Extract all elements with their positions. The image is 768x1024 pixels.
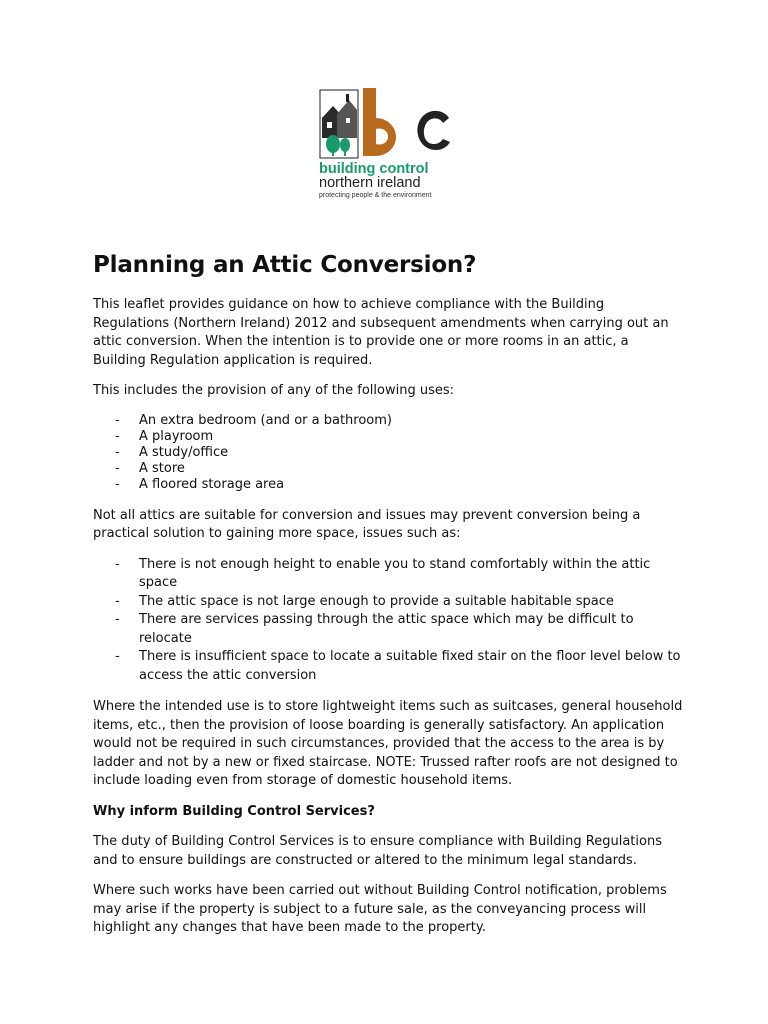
list-item bbox=[93, 461, 683, 477]
bullet-dash: - bbox=[115, 477, 120, 493]
logo-window-2 bbox=[346, 118, 350, 123]
logo-letter-b-bowl bbox=[376, 118, 396, 156]
leaflet-content bbox=[93, 248, 683, 950]
list-item bbox=[93, 413, 683, 429]
logo-chimney bbox=[346, 94, 349, 102]
list-item bbox=[93, 611, 683, 648]
bullet-dash: - bbox=[115, 593, 120, 609]
building-control-logo bbox=[319, 88, 459, 204]
issues-lead-paragraph: Not all attics are suitable for conversion and issues may prevent conversion being a practical solution to gaining more space, issues such as: bbox=[93, 507, 641, 542]
list-item bbox=[93, 593, 683, 612]
logo-tagline: protecting people & the environment bbox=[319, 192, 432, 199]
logo-emblem bbox=[319, 88, 459, 162]
list-item bbox=[93, 556, 683, 593]
logo-tree-trunk bbox=[332, 150, 334, 156]
list-item bbox=[93, 477, 683, 493]
bullet-dash: - bbox=[115, 461, 120, 477]
logo-letter-b-stem bbox=[363, 88, 376, 156]
bullet-dash: - bbox=[115, 649, 120, 665]
list-item-text: A playroom bbox=[139, 428, 214, 444]
list-item-text: The attic space is not large enough to provide a suitable habitable space bbox=[139, 593, 614, 609]
bullet-dash: - bbox=[115, 412, 120, 428]
section-heading-why-inform: Why inform Building Control Services? bbox=[93, 803, 375, 819]
intro-paragraph: This leaflet provides guidance on how to achieve compliance with the Building Regulations (Northern Ireland) 2012 and subsequent amendments when carrying out an attic conversion. When the intention is to provide one or more rooms in an attic, a Building Regulation application is required. bbox=[93, 297, 669, 368]
notification-paragraph: Where such works have been carried out without Building Control notification, problems may arise if the property is subject to a future sale, as the conveyancing process will highlight any changes that have been made to the property. bbox=[93, 883, 667, 936]
issues-list bbox=[93, 556, 683, 686]
list-item bbox=[93, 648, 683, 685]
logo-window bbox=[327, 122, 332, 128]
logo-letter-c bbox=[417, 111, 450, 150]
list-item-text: There is insufficient space to locate a suitable fixed stair on the floor level below to access the attic conversion bbox=[139, 649, 681, 683]
bullet-dash: - bbox=[115, 612, 120, 628]
list-item-text: A study/office bbox=[139, 444, 229, 460]
bullet-dash: - bbox=[115, 556, 120, 572]
logo-tree-trunk-2 bbox=[344, 150, 346, 156]
list-item-text: There are services passing through the attic space which may be difficult to relocate bbox=[139, 612, 634, 646]
list-item-text: There is not enough height to enable you to stand comfortably within the attic space bbox=[139, 556, 651, 591]
storage-paragraph: Where the intended use is to store lightweight items such as suitcases, general household items, etc., then the provision of loose boarding is generally satisfactory. An application would not be required in such circumstances, provided that the access to the area is by ladder and not by a new or fixed staircase. NOTE: Trussed rafter roofs are not designed to include loading even from storage of domestic household items. bbox=[93, 699, 683, 789]
list-item-text: A store bbox=[139, 461, 185, 477]
list-item-text: An extra bedroom (and or a bathroom) bbox=[139, 412, 392, 428]
list-item-text: A floored storage area bbox=[139, 477, 285, 493]
bullet-dash: - bbox=[115, 428, 120, 444]
list-item bbox=[93, 445, 683, 461]
page-title: Planning an Attic Conversion? bbox=[93, 252, 477, 278]
logo-line-northern-ireland: northern ireland bbox=[319, 175, 421, 191]
uses-list bbox=[93, 413, 683, 494]
logo-line-building-control: building control bbox=[319, 161, 429, 177]
uses-lead-paragraph: This includes the provision of any of the following uses: bbox=[93, 383, 455, 398]
list-item bbox=[93, 429, 683, 445]
bullet-dash: - bbox=[115, 444, 120, 460]
logo-tree-2 bbox=[340, 138, 350, 152]
duty-paragraph: The duty of Building Control Services is to ensure compliance with Building Regulations and to ensure buildings are constructed or altered to the minimum legal standards. bbox=[93, 834, 662, 868]
